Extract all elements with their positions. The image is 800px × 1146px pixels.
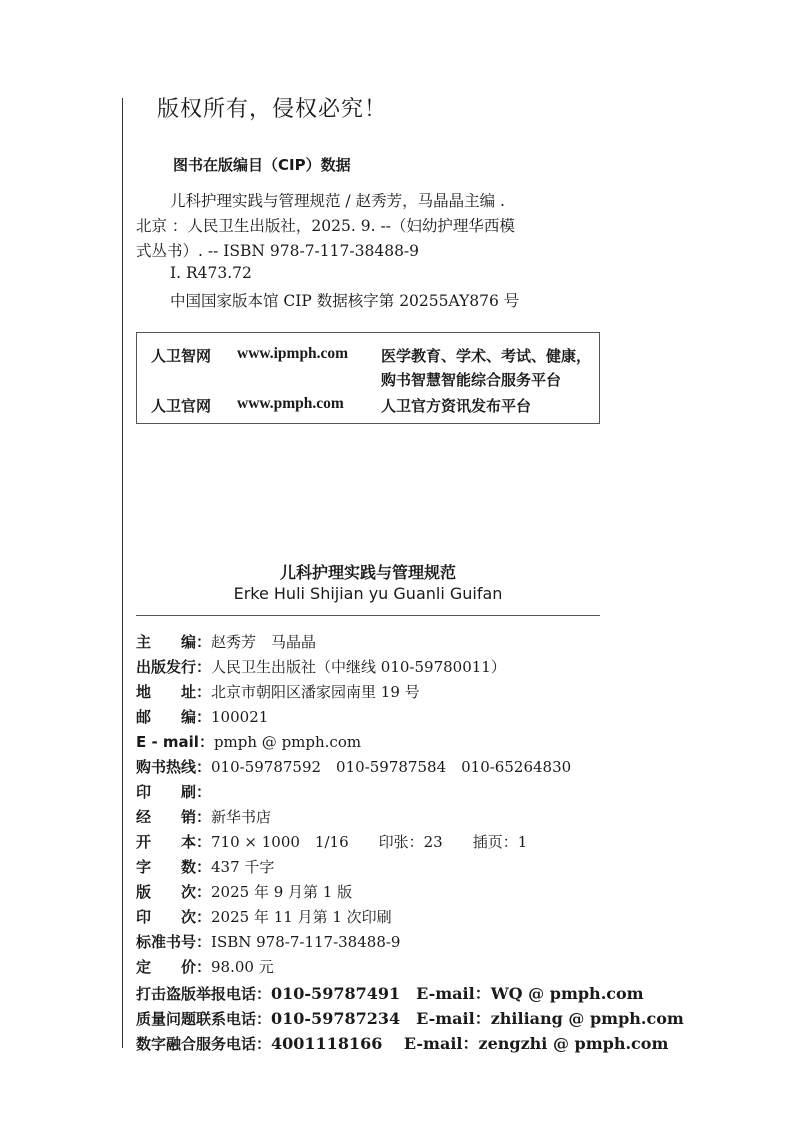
record-quality-hotline [136, 1006, 684, 1029]
record-piracy-hotline [136, 981, 644, 1004]
book-title: 儿科护理实践与管理规范 [279, 563, 456, 582]
record-value: 人民卫生出版社（中继线 010-59780011） [211, 658, 506, 676]
record-digital-hotline [136, 1031, 668, 1054]
cip-line-1: 儿科护理实践与管理规范 / 赵秀芳，马晶晶主编 . [170, 192, 505, 210]
record-value: pmph @ pmph.com [213, 733, 362, 751]
cip-line-3: 式丛书）. -- ISBN 978-7-117-38488-9 [136, 242, 420, 260]
site-desc-2: 人卫官方资讯发布平台 [381, 397, 532, 415]
record-address [136, 681, 420, 702]
cip-line-5: 中国国家版本馆 CIP 数据核字第 20255AY876 号 [170, 292, 520, 310]
record-value: 100021 [211, 708, 269, 726]
divider [136, 615, 600, 616]
record-printer [136, 781, 211, 802]
info-box [136, 332, 600, 424]
record-value: 710 × 1000 1/16 印张：23 插页：1 [211, 833, 528, 851]
record-isbn [136, 931, 400, 952]
record-label: 定 价： [136, 958, 212, 976]
site-url-1[interactable]: www.ipmph.com [237, 345, 349, 362]
record-label: 地 址： [136, 683, 212, 701]
record-value: 2025 年 11 月第 1 次印刷 [211, 908, 392, 926]
record-label: 字 数： [136, 858, 212, 876]
record-label: 数字融合服务电话： [136, 1035, 272, 1053]
record-label: 邮 编： [136, 708, 212, 726]
record-label: 出版发行： [136, 658, 212, 676]
record-label: 质量问题联系电话： [136, 1010, 272, 1028]
cip-heading: 图书在版编目（CIP）数据 [173, 156, 351, 174]
record-label: 购书热线： [136, 758, 212, 776]
site-url-2[interactable]: www.pmph.com [237, 395, 344, 412]
record-distributor [136, 806, 271, 827]
record-value: 010-59787592 010-59787584 010-65264830 [211, 758, 572, 776]
record-edition [136, 881, 352, 902]
record-publisher [136, 656, 506, 677]
record-value: 437 千字 [211, 858, 275, 876]
cip-line-2: 北京 ：人民卫生出版社，2025. 9. --（妇幼护理华西模 [136, 217, 515, 235]
record-value: 北京市朝阳区潘家园南里 19 号 [211, 683, 420, 701]
record-label: 开 本： [136, 833, 212, 851]
record-value: 赵秀芳 马晶晶 [211, 633, 317, 651]
record-label: 印 次： [136, 908, 212, 926]
record-value: 2025 年 9 月第 1 版 [211, 883, 353, 901]
cip-line-4: Ⅰ. R473.72 [170, 264, 252, 282]
record-label: 标准书号： [136, 933, 212, 951]
record-label: 版 次： [136, 883, 212, 901]
record-hotline [136, 756, 571, 777]
record-value: 新华书店 [211, 808, 272, 826]
site-desc-1a: 医学教育、学术、考试、健康， [381, 347, 592, 365]
record-chief-editor [136, 631, 316, 652]
record-label: 打击盗版举报电话： [136, 985, 272, 1003]
copyright-notice: 版权所有，侵权必究！ [157, 97, 388, 122]
record-value: 010-59787234 E-mail：zhiliang @ pmph.com [271, 1009, 684, 1028]
book-title-pinyin: Erke Huli Shijian yu Guanli Guifan [233, 584, 503, 603]
record-value: 4001118166 E-mail：zengzhi @ pmph.com [271, 1034, 669, 1053]
record-value: 010-59787491 E-mail：WQ @ pmph.com [271, 984, 644, 1003]
record-email [136, 731, 361, 752]
site-name-1: 人卫智网 [151, 347, 212, 365]
record-label: 经 销： [136, 808, 212, 826]
record-postcode [136, 706, 268, 727]
record-label: 印 刷： [136, 783, 212, 801]
record-price [136, 956, 274, 977]
site-name-2: 人卫官网 [151, 397, 212, 415]
site-desc-1b: 购书智慧智能综合服务平台 [381, 371, 562, 389]
record-label: E - mail： [136, 733, 214, 751]
record-label: 主 编： [136, 633, 212, 651]
record-format [136, 831, 527, 852]
record-value: ISBN 978-7-117-38488-9 [211, 933, 401, 951]
record-word-count [136, 856, 274, 877]
record-printing [136, 906, 392, 927]
record-value: 98.00 元 [211, 958, 274, 976]
